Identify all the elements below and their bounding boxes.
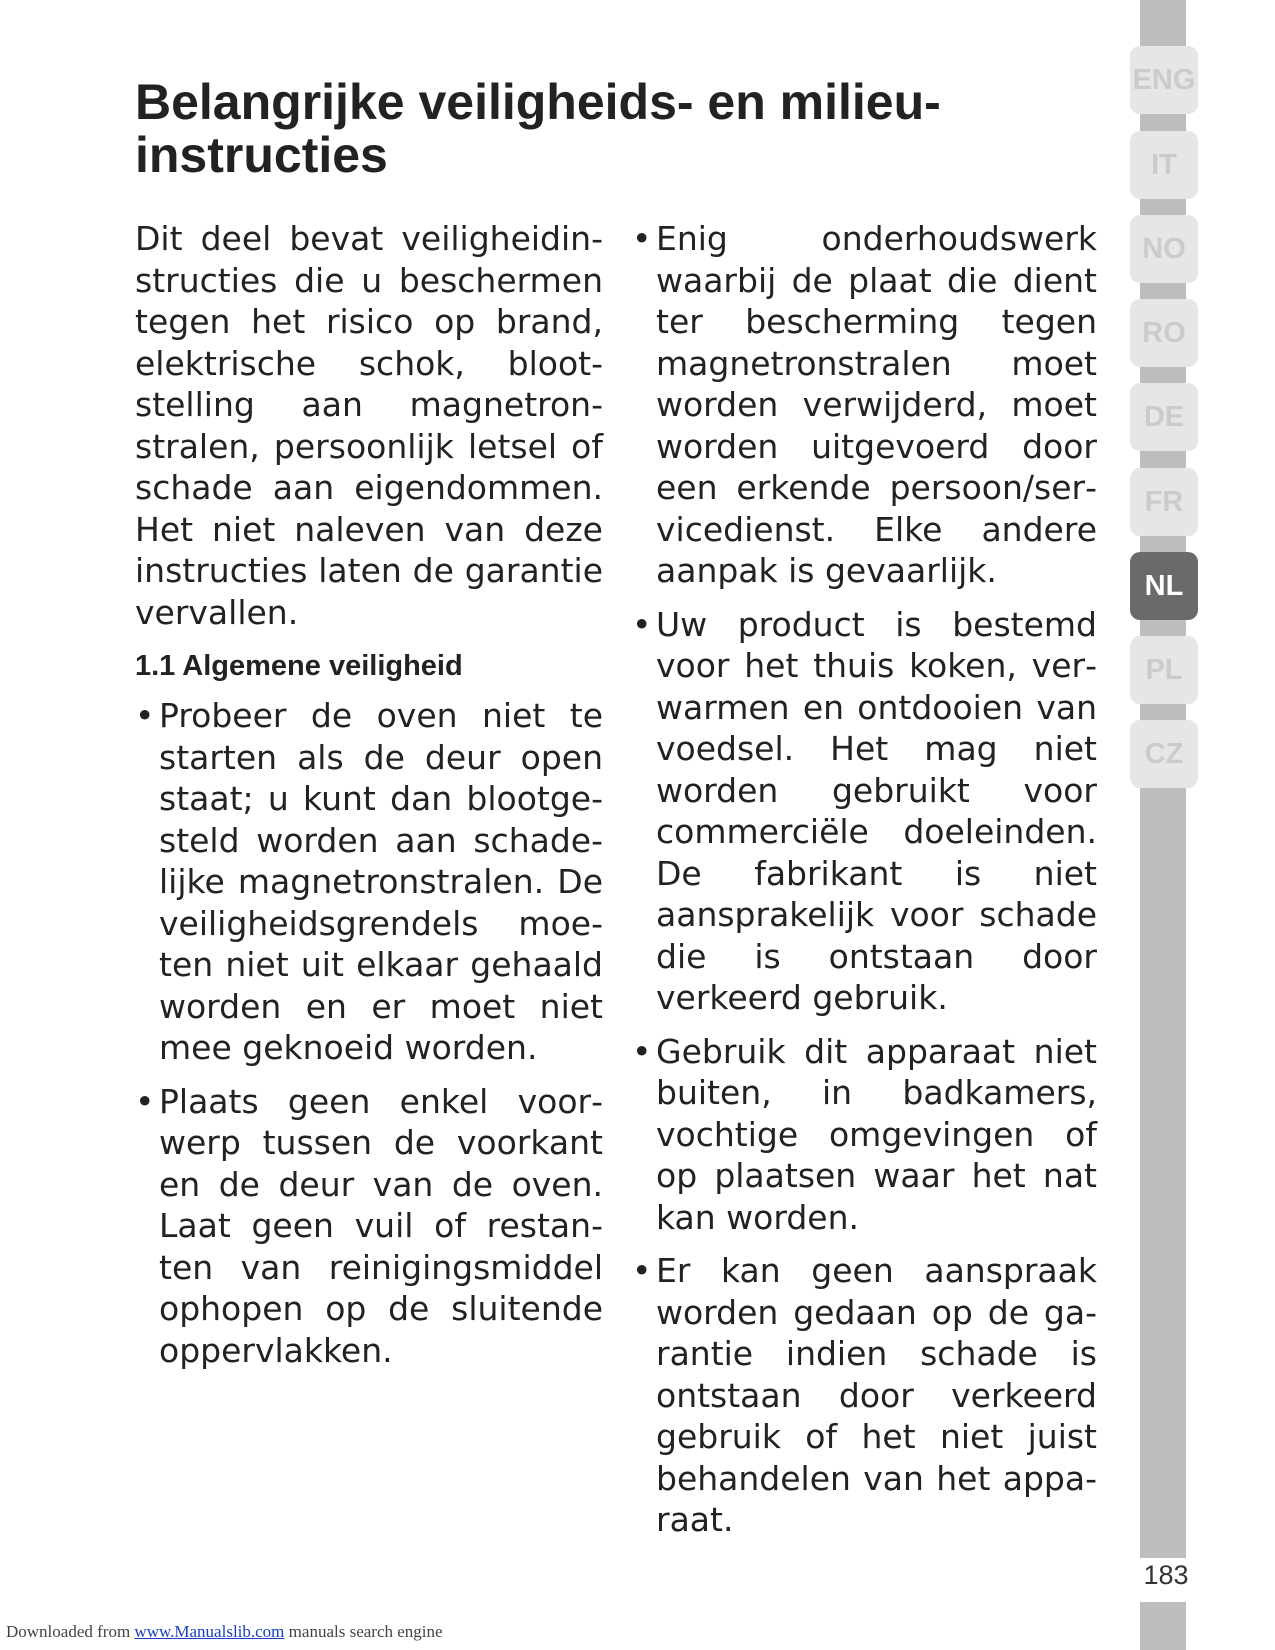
left-column <box>135 218 603 1383</box>
list-item <box>632 1250 1097 1541</box>
footer-prefix: Downloaded from <box>6 1622 135 1641</box>
list-item <box>135 695 603 1069</box>
bullet-icon: • <box>632 1031 652 1071</box>
list-item <box>632 218 1097 592</box>
list-item-text: Uw product is bestemd voor het thuis koken, verwarmen en ontdooien van voedsel. Het mag niet worden gebruikt voor commerciële doeleinden. De fabrikant is niet aansprakelijk voor schade die is ontstaan door verkeerd gebruik. <box>656 604 1097 1017</box>
list-item-text: Er kan geen aanspraak worden gedaan op de garantie indien schade is ontstaan door verkeerd gebruik of het niet juist behandelen van het apparaat. <box>656 1251 1097 1539</box>
language-tab-nl[interactable]: NL <box>1130 552 1198 620</box>
language-tab-cz[interactable]: CZ <box>1130 720 1198 788</box>
section-heading: 1.1 Algemene veiligheid <box>135 650 463 682</box>
language-tab-it[interactable]: IT <box>1130 131 1198 199</box>
list-item <box>632 604 1097 1019</box>
footer-suffix: manuals search engine <box>284 1622 443 1641</box>
list-item <box>632 1031 1097 1239</box>
bullet-icon: • <box>135 1081 155 1121</box>
language-tab-pl[interactable]: PL <box>1130 636 1198 704</box>
language-tab-ro[interactable]: RO <box>1130 299 1198 367</box>
right-bullet-list <box>632 218 1097 1541</box>
language-tab-eng[interactable]: ENG <box>1130 46 1198 114</box>
bullet-icon: • <box>135 696 155 735</box>
page-title: Belangrijke veiligheids- en milieu-instructies <box>135 74 941 183</box>
intro-paragraph: Dit deel bevat veiligheidinstructies die u beschermen tegen het risico op brand, elektrische schok, blootstelling aan magnetronstralen, persoonlijk letsel of schade aan eigendommen. Het niet naleven van deze instructies laten de garantie vervallen. <box>135 219 603 632</box>
list-item-text: Gebruik dit apparaat niet buiten, in badkamers, vochtige omgevingen of op plaatsen waar het nat kan worden. <box>656 1031 1097 1237</box>
language-tab-fr[interactable]: FR <box>1130 468 1198 536</box>
page-number: 183 <box>1143 1560 1189 1590</box>
list-item-text: Enig onderhoudswerk waarbij de plaat die dient ter bescherming tegen magnetronstralen moet worden verwijderd, moet worden uitgevoerd door een erkende persoon/servicedienst. Elke andere aanpak is gevaarlijk. <box>656 219 1097 590</box>
bullet-icon: • <box>632 1251 652 1290</box>
download-footer <box>6 1622 443 1642</box>
right-column <box>632 218 1097 1553</box>
list-item-text: Plaats geen enkel voorwerp tussen de voorkant en de deur van de oven. Laat geen vuil of restanten van reinigingsmiddel ophopen op de sluitende oppervlakken. <box>159 1081 603 1370</box>
sidebar-footer-strip <box>1140 1602 1186 1650</box>
manualslib-link[interactable]: www.Manualslib.com <box>134 1622 285 1641</box>
list-item <box>135 1081 603 1372</box>
bullet-icon: • <box>632 604 652 644</box>
list-item-text: Probeer de oven niet te starten als de deur open staat; u kunt dan blootgesteld worden aan schadelijke magnetronstralen. De veiligheidsgrendels moeten niet uit elkaar gehaald worden en er moet niet mee geknoeid worden. <box>159 696 603 1067</box>
language-tab-no[interactable]: NO <box>1130 215 1198 283</box>
left-bullet-list <box>135 695 603 1371</box>
bullet-icon: • <box>632 219 652 258</box>
language-tab-de[interactable]: DE <box>1130 383 1198 451</box>
